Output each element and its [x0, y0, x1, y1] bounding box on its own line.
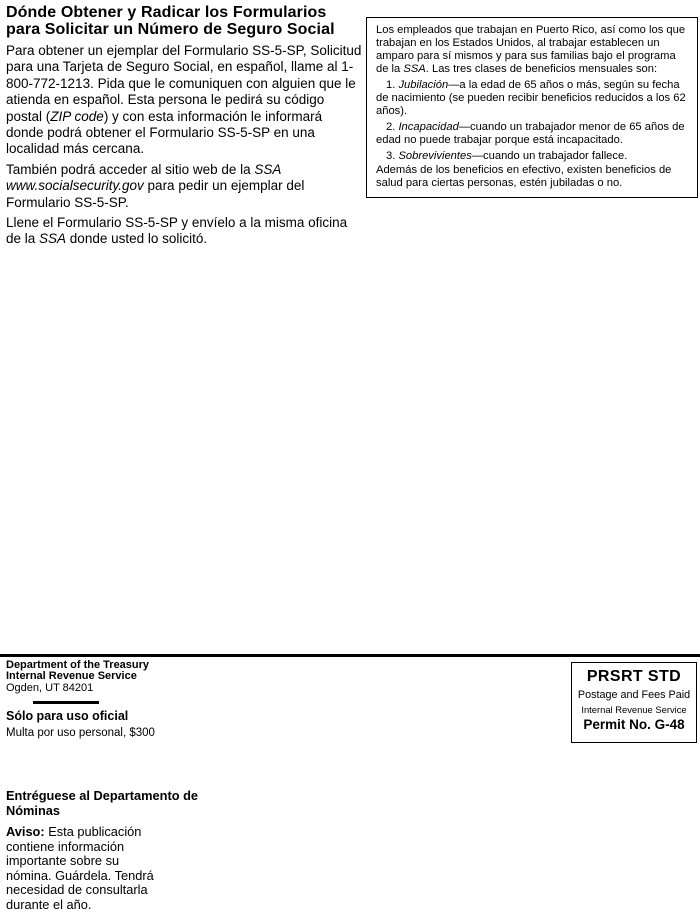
postage-class: PRSRT STD — [586, 668, 682, 685]
aviso-text: Esta publicación contiene información importante sobre su nómina. Guárdela. Tendrá necesidad de consultarla durante el año. — [6, 824, 154, 912]
page-title: Dónde Obtener y Radicar los Formularios para Solicitar un Número de Seguro Social — [6, 4, 335, 38]
divider-rule — [0, 654, 700, 657]
sender-department: Department of the Treasury — [6, 659, 150, 671]
benefit-item-sobrevivientes: 3. Sobrevivientes—cuando un trabajador fallece. — [386, 150, 628, 162]
delivery-heading: Entréguese al Departamento de Nóminas — [6, 788, 199, 818]
benefits-outro: Además de los beneficios en efectivo, existen beneficios de salud para ciertas personas, estén jubiladas o no. — [376, 164, 672, 189]
postage-permit-box — [571, 662, 697, 743]
sender-address-block — [6, 660, 149, 694]
postage-agency: Internal Revenue Service — [581, 704, 687, 715]
paragraph-send-form: Llene el Formulario SS-5-SP y envíelo a la misma oficina de la SSA donde usted lo solicitó. — [6, 215, 348, 247]
paragraph-how-to-obtain: Para obtener un ejemplar del Formulario SS-5-SP, Solicitud para una Tarjeta de Seguro Social, en español, llame al 1-800-772-1213. Pida que le comuniquen con alguien que le atienda en español. Esta persona le pedirá su código postal (ZIP code) y con esta información le informará donde podrá obtener el Formulario SS-5-SP en una localidad más cercana. — [6, 43, 362, 157]
main-text-column — [6, 43, 362, 252]
paragraph-website: También podrá acceder al sitio web de la SSA www.socialsecurity.gov para pedir un ejemplar del Formulario SS-5-SP. — [6, 161, 305, 210]
permit-number: Permit No. G-48 — [583, 717, 685, 732]
sender-agency: Internal Revenue Service — [6, 670, 137, 683]
aviso-paragraph — [6, 825, 168, 913]
sender-city: Ogden, UT 84201 — [6, 681, 94, 694]
benefit-item-incapacidad: 2. Incapacidad—cuando un trabajador menor de 65 años de edad no puede trabajar porque está incapacitado. — [376, 121, 685, 146]
penalty-text: Multa por uso personal, $300 — [6, 727, 155, 739]
postage-paid-label: Postage and Fees Paid — [577, 689, 691, 701]
delivery-note — [6, 788, 202, 913]
aviso-label: Aviso: — [6, 824, 45, 839]
benefit-item-jubilacion: 1. Jubilación—a la edad de 65 años o más, según su fecha de nacimiento (se pueden recibir beneficios reducidos a los 62 años). — [376, 79, 686, 117]
official-use-label: Sólo para uso oficial — [6, 709, 129, 723]
benefits-info-box — [366, 17, 698, 198]
short-divider-rule — [33, 701, 99, 704]
benefits-intro: Los empleados que trabajan en Puerto Rico, así como los que trabajan en los Estados Unidos, al trabajar establecen un amparo para sí mismos y para sus familias bajo el programa de la SSA. Las tres clases de beneficios mensuales son: — [376, 24, 686, 75]
